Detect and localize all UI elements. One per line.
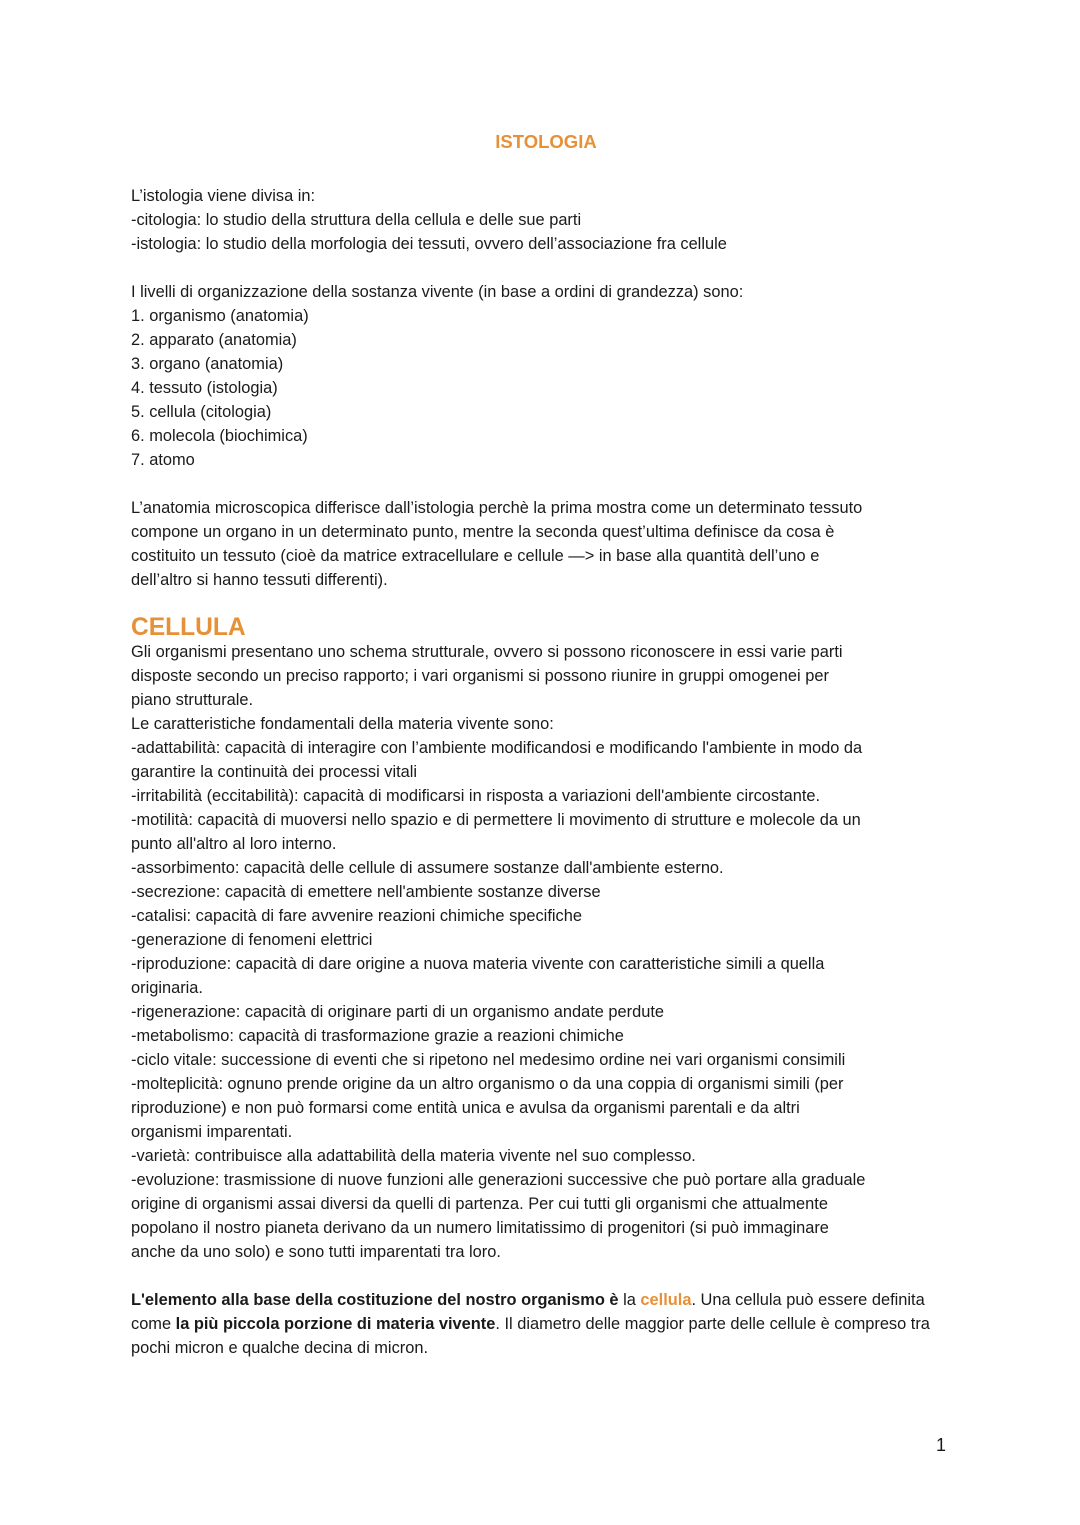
- cellula-line: -motilità: capacità di muoversi nello spazio e di permettere li movimento di strutture e molecole da un: [131, 811, 861, 829]
- cellula-line: -riproduzione: capacità di dare origine a nuova materia vivente con caratteristiche simili a quella: [131, 955, 825, 973]
- levels-lead: I livelli di organizzazione della sostanza vivente (in base a ordini di grandezza) sono:: [131, 283, 744, 301]
- closing-paragraph: [131, 1288, 961, 1360]
- levels-item: 1. organismo (anatomia): [131, 307, 309, 325]
- cellula-line: popolano il nostro pianeta derivano da un numero limitatissimo di progenitori (si può immaginare: [131, 1219, 829, 1237]
- cellula-line: organismi imparentati.: [131, 1123, 293, 1141]
- anatomy-paragraph-line: L’anatomia microscopica differisce dall’istologia perchè la prima mostra come un determinato tessuto: [131, 499, 863, 517]
- cellula-line: anche da uno solo) e sono tutti imparentati tra loro.: [131, 1243, 501, 1261]
- cellula-line: -molteplicità: ognuno prende origine da un altro organismo o da una coppia di organismi simili (per: [131, 1075, 844, 1093]
- page-title: ISTOLOGIA: [495, 131, 597, 152]
- intro-item: -istologia: lo studio della morfologia dei tessuti, ovvero dell’associazione fra cellule: [131, 235, 727, 253]
- anatomy-paragraph-line: compone un organo in un determinato punto, mentre la seconda quest’ultima definisce da cosa è: [131, 523, 835, 541]
- cellula-line: -catalisi: capacità di fare avvenire reazioni chimiche specifiche: [131, 907, 582, 925]
- closing-bold-phrase: la più piccola porzione di materia vivente: [175, 1315, 496, 1333]
- cellula-line: originaria.: [131, 979, 203, 997]
- document-page: [131, 128, 961, 1360]
- cellula-line: Le caratteristiche fondamentali della materia vivente sono:: [131, 715, 554, 733]
- cellula-line: disposte secondo un preciso rapporto; i vari organismi si possono riunire in gruppi omogenei per: [131, 667, 829, 685]
- levels-item: 2. apparato (anatomia): [131, 331, 297, 349]
- cellula-line: -ciclo vitale: successione di eventi che si ripetono nel medesimo ordine nei vari organismi consimili: [131, 1051, 846, 1069]
- closing-text: la: [618, 1291, 641, 1309]
- cellula-line: -adattabilità: capacità di interagire con l’ambiente modificandosi e modificando l'ambiente in modo da: [131, 739, 863, 757]
- cellula-line: -irritabilità (eccitabilità): capacità di modificarsi in risposta a variazioni dell'ambiente circostante.: [131, 787, 821, 805]
- cellula-line: Gli organismi presentano uno schema strutturale, ovvero si possono riconoscere in essi varie parti: [131, 643, 843, 661]
- cellula-line: -metabolismo: capacità di trasformazione grazie a reazioni chimiche: [131, 1027, 624, 1045]
- cellula-line: punto all'altro al loro interno.: [131, 835, 337, 853]
- levels-item: 5. cellula (citologia): [131, 403, 272, 421]
- highlight-cellula: cellula: [640, 1291, 692, 1309]
- section-heading-cellula: CELLULA: [131, 614, 246, 641]
- cellula-line: -evoluzione: trasmissione di nuove funzioni alle generazioni successive che può portare alla graduale: [131, 1171, 866, 1189]
- cellula-line: origine di organismi assai diversi da quelli di partenza. Per cui tutti gli organismi che attualmente: [131, 1195, 828, 1213]
- closing-text: . Il diametro delle maggior parte delle cellule è compreso tra pochi micron e qualche decina di micron.: [131, 1315, 930, 1357]
- cellula-line: -assorbimento: capacità delle cellule di assumere sostanze dall'ambiente esterno.: [131, 859, 724, 877]
- closing-bold-start: L'elemento alla base della costituzione del nostro organismo è: [131, 1291, 619, 1309]
- cellula-line: piano strutturale.: [131, 691, 254, 709]
- cellula-line: -rigenerazione: capacità di originare parti di un organismo andate perdute: [131, 1003, 665, 1021]
- anatomy-paragraph-line: dell’altro si hanno tessuti differenti).: [131, 571, 388, 589]
- page-number: 1: [935, 1435, 946, 1455]
- cellula-line: -varietà: contribuisce alla adattabilità della materia vivente nel suo complesso.: [131, 1147, 696, 1165]
- anatomy-paragraph-line: costituito un tessuto (cioè da matrice extracellulare e cellule —> in base alla quantità dell’uno e: [131, 547, 820, 565]
- cellula-line: -secrezione: capacità di emettere nell'ambiente sostanze diverse: [131, 883, 601, 901]
- intro-item: -citologia: lo studio della struttura della cellula e delle sue parti: [131, 211, 582, 229]
- intro-lead: L’istologia viene divisa in:: [131, 187, 316, 205]
- levels-item: 4. tessuto (istologia): [131, 379, 278, 397]
- closing-text: . Una cellula può essere definita come: [131, 1291, 925, 1333]
- cellula-line: riproduzione) e non può formarsi come entità unica e avulsa da organismi parentali e da altri: [131, 1099, 800, 1117]
- levels-item: 7. atomo: [131, 451, 195, 469]
- cellula-line: garantire la continuità dei processi vitali: [131, 763, 418, 781]
- cellula-body: [131, 640, 961, 1264]
- levels-item: 6. molecola (biochimica): [131, 427, 308, 445]
- levels-item: 3. organo (anatomia): [131, 355, 284, 373]
- cellula-line: -generazione di fenomeni elettrici: [131, 931, 373, 949]
